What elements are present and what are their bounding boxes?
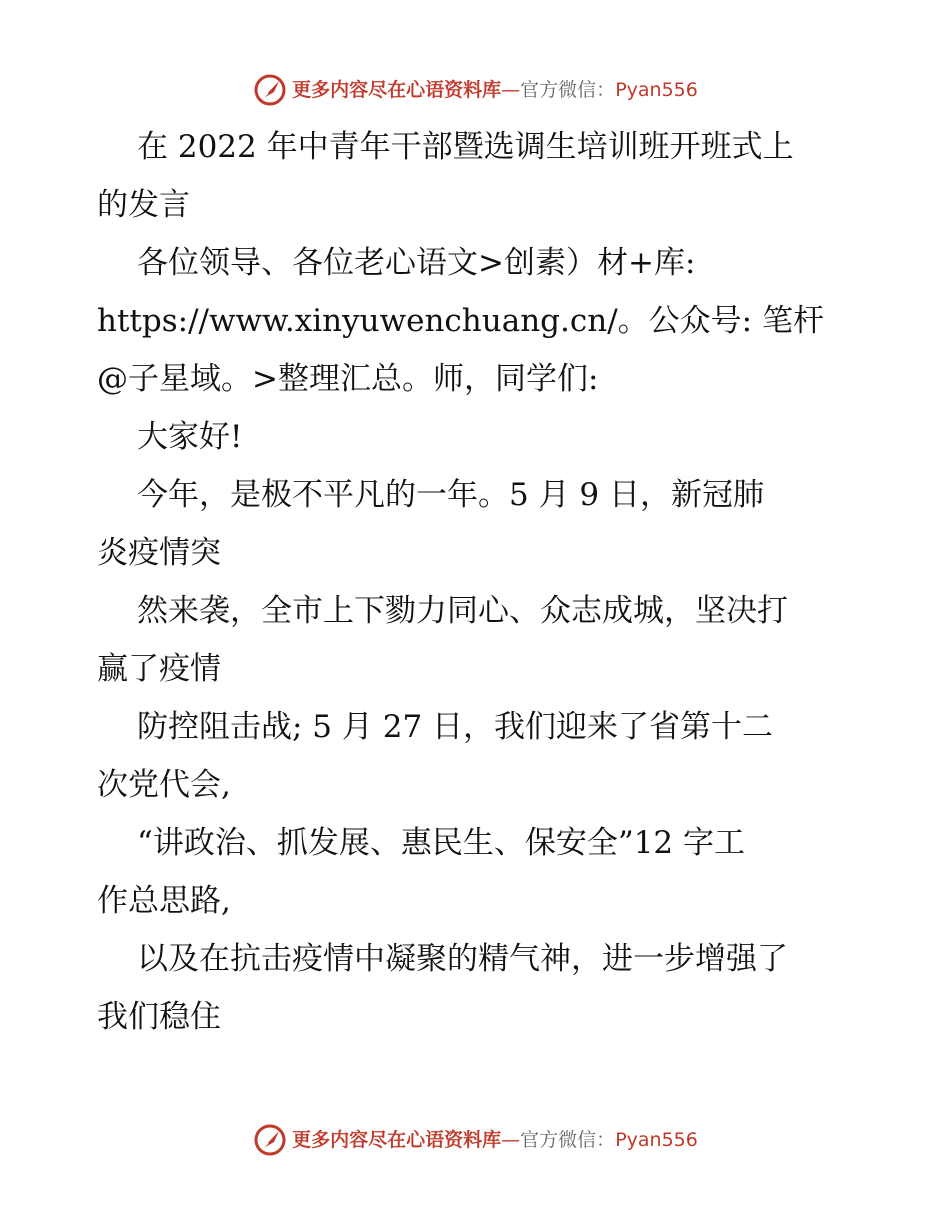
paragraph-line: 赢了疫情 (97, 651, 221, 687)
header-title: 更多内容尽在心语资料库 (292, 79, 502, 101)
paragraph-line: 然来袭，全市上下勠力同心、众志成城，坚决打 (137, 593, 788, 629)
feather-pen-logo-icon (252, 1122, 288, 1158)
footer-dash: — (501, 1129, 521, 1151)
header-banner (0, 70, 950, 110)
paragraph-line: “讲政治、抓发展、惠民生、保安全”12 字工 (137, 825, 745, 861)
paragraph-line: 次党代会, (97, 767, 231, 803)
paragraph-line: 我们稳住 (97, 999, 221, 1035)
paragraph-line: 今年，是极不平凡的一年。5 月 9 日，新冠肺 (137, 477, 765, 513)
footer-account: Pyan556 (615, 1129, 698, 1151)
feather-pen-logo-icon (252, 72, 288, 108)
salutation-line-3: @子星域。>整理汇总。师，同学们: (97, 361, 599, 397)
document-body (97, 118, 857, 1046)
title-line-2: 的发言 (97, 187, 190, 223)
salutation-line-2: https://www.xinyuwenchuang.cn/。公众号: 笔杆 (97, 303, 824, 339)
header-dash: — (501, 79, 521, 101)
header-account: Pyan556 (615, 79, 698, 101)
greeting-line: 大家好! (137, 419, 243, 455)
footer-subtitle: 官方微信： (520, 1129, 616, 1151)
paragraph-line: 炎疫情突 (97, 535, 221, 571)
paragraph-line: 作总思路, (97, 883, 231, 919)
paragraph-line: 以及在抗击疫情中凝聚的精气神，进一步增强了 (137, 941, 788, 977)
paragraph-line: 防控阻击战; 5 月 27 日，我们迎来了省第十二 (137, 709, 774, 745)
salutation-line-1: 各位领导、各位老心语文>创素）材+库: (137, 245, 696, 281)
footer-title: 更多内容尽在心语资料库 (292, 1129, 502, 1151)
header-subtitle: 官方微信： (520, 79, 616, 101)
footer-banner (0, 1120, 950, 1160)
title-line-1: 在 2022 年中青年干部暨选调生培训班开班式上 (137, 129, 794, 165)
